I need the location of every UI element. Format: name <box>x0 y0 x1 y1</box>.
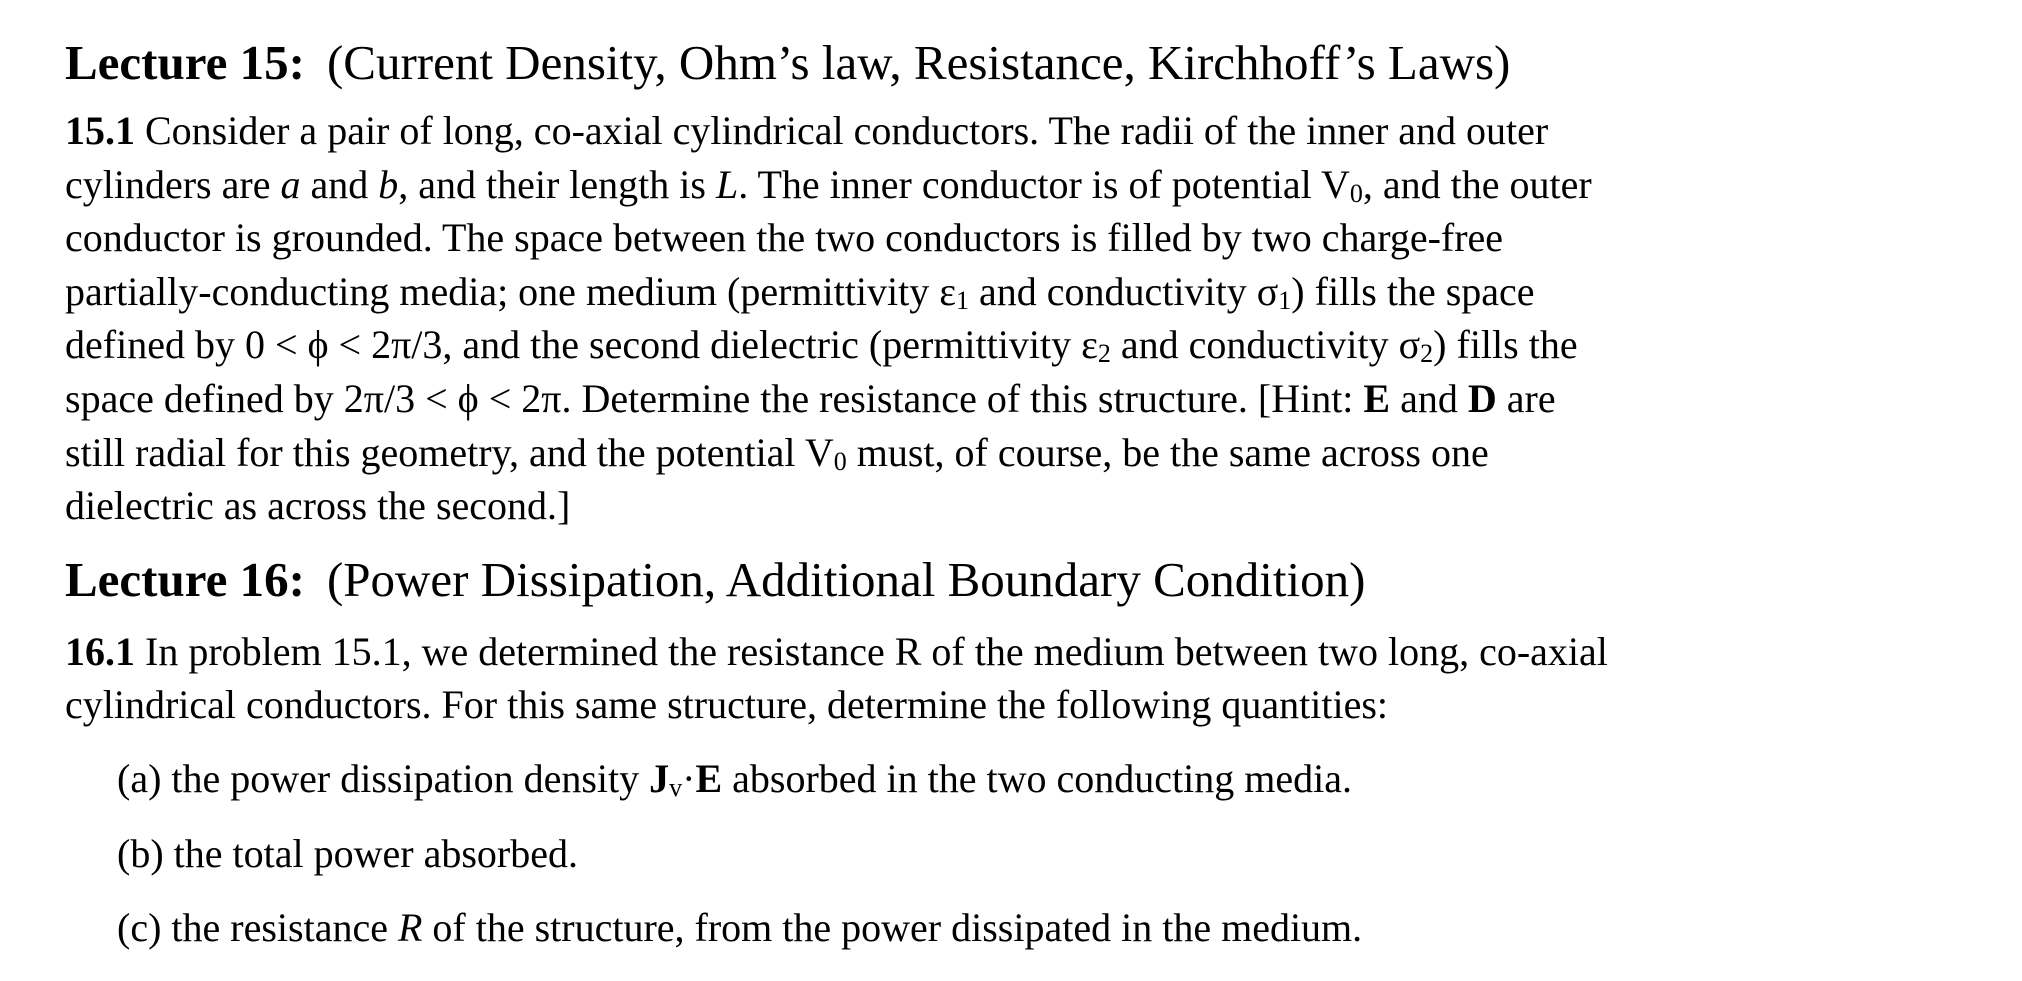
vector-E: E <box>695 755 723 801</box>
subscript-0: 0 <box>833 446 847 476</box>
problem-15-1-line-5: defined by 0 < ϕ < 2π/3, and the second dielectric (permittivity ε2 and conductivity σ2) fills the <box>65 322 1578 369</box>
problem-number: 15.1 <box>65 108 135 153</box>
lecture-16-label: Lecture 16: <box>65 551 305 607</box>
problem-number: 16.1 <box>65 628 135 674</box>
subscript-v: v <box>669 772 683 802</box>
subscript-2: 2 <box>1420 339 1434 369</box>
problem-16-1-items <box>117 752 1965 955</box>
lecture-16-topics: (Power Dissipation, Additional Boundary Condition) <box>326 551 1366 607</box>
lecture-16-heading <box>65 547 1965 613</box>
subscript-1: 1 <box>956 285 970 315</box>
problem-16-1-line-2: cylindrical conductors. For this same structure, determine the following quantities: <box>65 682 1389 728</box>
subscript-2: 2 <box>1097 339 1111 369</box>
problem-15-1-line-7: still radial for this geometry, and the potential V0 must, of course, be the same across one <box>65 429 1489 476</box>
variable-a: a <box>280 161 301 207</box>
problem-15-1-line-3: conductor is grounded. The space between the two conductors is filled by two charge-free <box>65 215 1504 261</box>
document-page <box>65 30 1965 955</box>
vector-J: J <box>649 755 670 801</box>
item-b: (b) the total power absorbed. <box>117 830 578 876</box>
problem-16-1-line-1: 16.1 In problem 15.1, we determined the resistance R of the medium between two long, co-axial <box>65 628 1608 674</box>
vector-D: D <box>1467 375 1497 421</box>
item-a: (a) the power dissipation density Jv·E absorbed in the two conducting media. <box>117 755 1352 802</box>
problem-15-1-line-4: partially-conducting media; one medium (permittivity ε1 and conductivity σ1) fills the space <box>65 268 1535 315</box>
variable-L: L <box>715 161 739 207</box>
variable-b: b <box>378 161 399 207</box>
subscript-1: 1 <box>1278 285 1292 315</box>
item-c: (c) the resistance R of the structure, from the power dissipated in the medium. <box>117 905 1363 951</box>
subscript-0: 0 <box>1349 178 1363 208</box>
problem-15-1-line-6: space defined by 2π/3 < ϕ < 2π. Determine the resistance of this structure. [Hint: E and D are <box>65 375 1556 421</box>
problem-16-1 <box>65 625 1965 732</box>
lecture-15-label: Lecture 15: <box>65 35 305 90</box>
lecture-15-heading <box>65 30 1965 96</box>
problem-15-1-line-1: 15.1 Consider a pair of long, co-axial cylindrical conductors. The radii of the inner and outer <box>65 108 1549 153</box>
problem-15-1-line-2: cylinders are a and b, and their length is L. The inner conductor is of potential V0, and the outer <box>65 161 1592 208</box>
lecture-15-topics: (Current Density, Ohm’s law, Resistance, Kirchhoff’s Laws) <box>326 35 1511 90</box>
problem-15-1 <box>65 104 1965 533</box>
vector-E: E <box>1363 375 1391 421</box>
variable-R: R <box>397 905 423 951</box>
problem-15-1-line-8: dielectric as across the second.] <box>65 483 571 529</box>
